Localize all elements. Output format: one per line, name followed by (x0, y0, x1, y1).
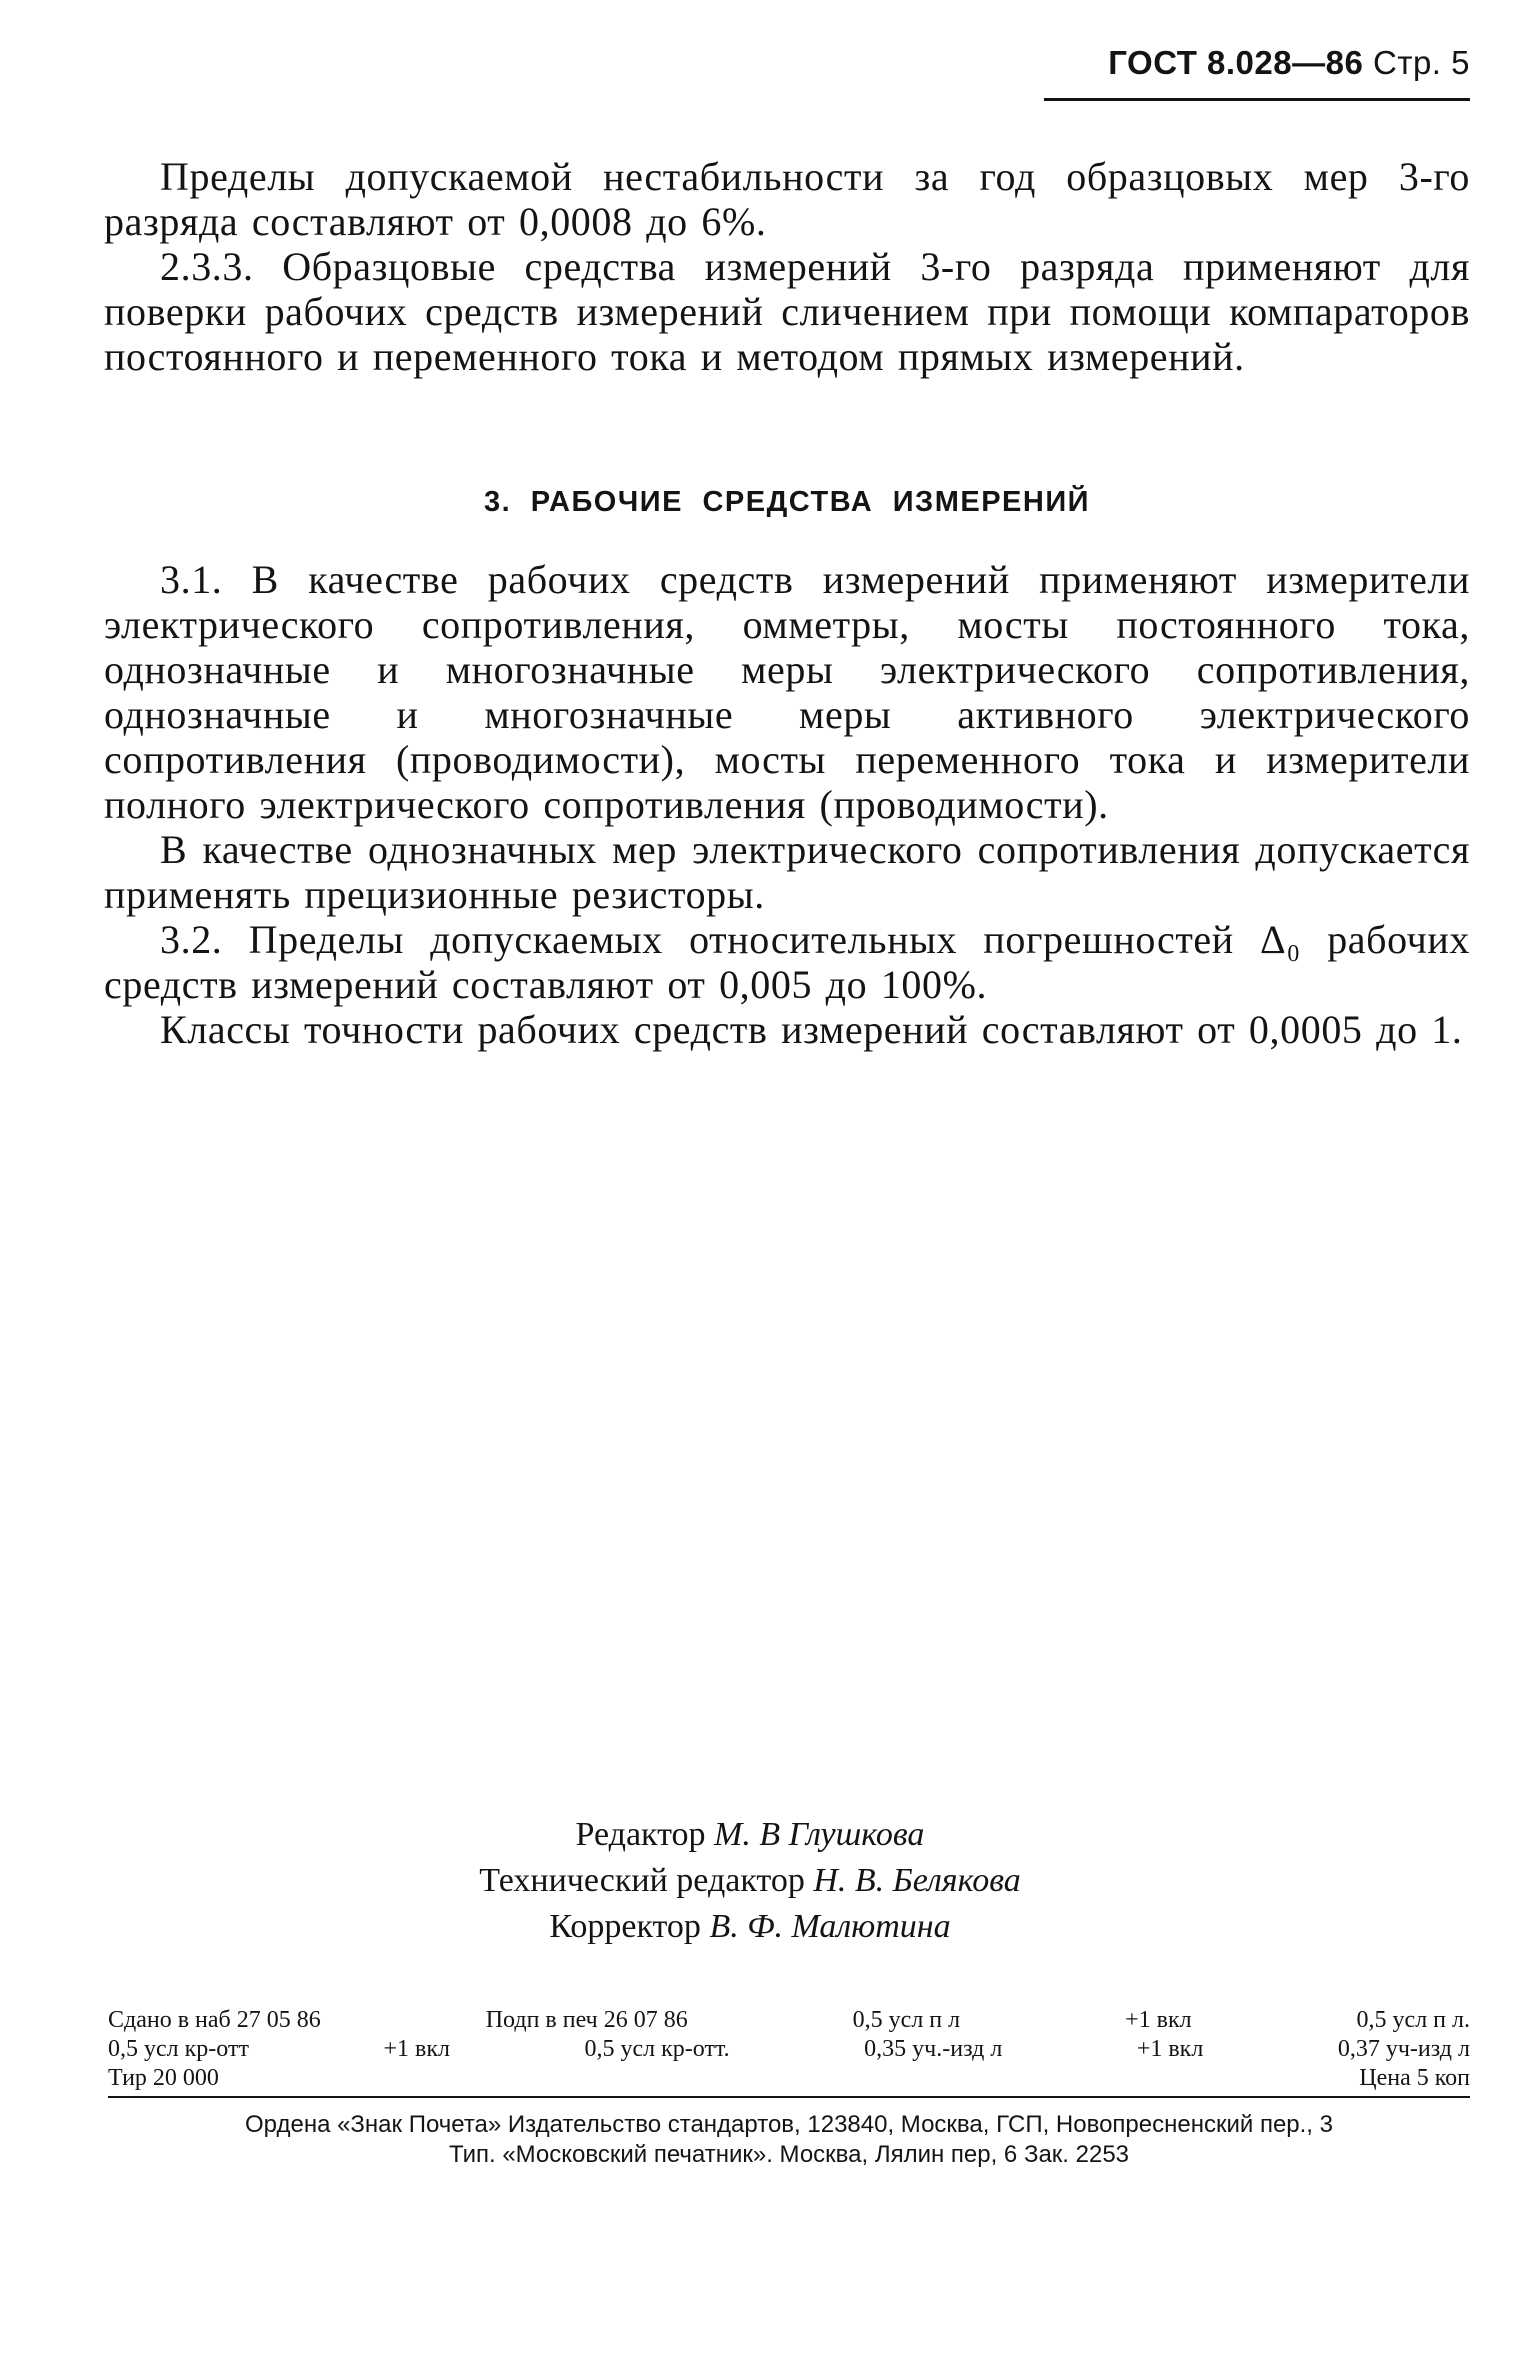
imprint-cell: Тир 20 000 (108, 2065, 219, 2091)
publisher-block (108, 2110, 1470, 2170)
page-header (1040, 44, 1470, 82)
body-text-top (104, 154, 1470, 379)
credit-corrector (300, 1904, 1200, 1950)
imprint-cell: 0,5 усл кр-отт (108, 2036, 249, 2062)
imprint-cell: +1 вкл (383, 2036, 450, 2062)
credit-corrector-name: В. Ф. Малютина (709, 1908, 951, 1945)
imprint-row-3 (108, 2064, 1470, 2093)
credit-editor (300, 1812, 1200, 1858)
imprint-cell: 0,37 уч-изд л (1337, 2036, 1470, 2062)
credit-corrector-label: Корректор (549, 1908, 701, 1945)
credit-editor-name: М. В Глушкова (714, 1816, 925, 1853)
paragraph-precision-resistors: В качестве однозначных мер электрического сопротивления допускается применять прецизионные резисторы. (104, 827, 1470, 917)
imprint-row-1 (108, 2006, 1470, 2035)
body-text-section-3 (104, 557, 1470, 1052)
imprint-cell: 0,5 усл п л (852, 2007, 961, 2033)
imprint-cell: +1 вкл (1125, 2007, 1192, 2033)
imprint-cell: 0,5 усл п л. (1356, 2007, 1470, 2033)
paragraph-3-2: 3.2. Пределы допускаемых относительных погрешностей Δ₀ рабочих средств измерений составляют от 0,005 до 100%. (104, 917, 1470, 1007)
credit-editor-label: Редактор (575, 1816, 706, 1853)
imprint-cell: 0,5 усл кр-отт. (584, 2036, 730, 2062)
credit-tech-editor (300, 1858, 1200, 1904)
imprint-block (108, 2006, 1470, 2093)
imprint-cell: Сдано в наб 27 05 86 (108, 2007, 321, 2033)
page-number: Стр. 5 (1373, 44, 1470, 81)
publisher-line-2: Тип. «Московский печатник». Москва, Лялин пер, 6 Зак. 2253 (448, 2141, 1130, 2168)
paragraph-3-1: 3.1. В качестве рабочих средств измерений применяют измерители электрического сопротивления, омметры, мосты постоянного тока, однозначные и многозначные меры электрического сопротивления, однозначные и многозначные меры активного электрического сопротивления (проводимости), мосты переменного тока и измерители полного электрического сопротивления (проводимости). (104, 557, 1470, 827)
imprint-cell: Подп в печ 26 07 86 (485, 2007, 688, 2033)
paragraph-stability-limits: Пределы допускаемой нестабильности за год образцовых мер 3-го разряда составляют от 0,0008 до 6%. (104, 154, 1470, 244)
paragraph-2-3-3: 2.3.3. Образцовые средства измерений 3-го разряда применяют для поверки рабочих средств измерений сличением при помощи компараторов постоянного и переменного тока и методом прямых измерений. (104, 244, 1470, 379)
imprint-cell: Цена 5 коп (1359, 2065, 1470, 2091)
paragraph-accuracy-classes: Классы точности рабочих средств измерений составляют от 0,0005 до 1. (160, 1007, 1463, 1052)
standard-number: ГОСТ 8.028—86 (1108, 44, 1364, 81)
credit-tech-editor-label: Технический редактор (479, 1862, 805, 1899)
credit-tech-editor-name: Н. В. Белякова (813, 1862, 1021, 1899)
header-rule (1044, 98, 1470, 101)
publisher-line-1: Ордена «Знак Почета» Издательство стандартов, 123840, Москва, ГСП, Новопресненский пер., 3 (245, 2111, 1333, 2138)
imprint-cell: +1 вкл (1136, 2036, 1204, 2062)
imprint-row-2 (108, 2035, 1470, 2064)
imprint-cell: 0,35 уч.-изд л (864, 2036, 1003, 2062)
imprint-rule (108, 2096, 1470, 2098)
credits-block (300, 1812, 1200, 1950)
section-title: 3. РАБОЧИЕ СРЕДСТВА ИЗМЕРЕНИЙ (483, 486, 1091, 518)
